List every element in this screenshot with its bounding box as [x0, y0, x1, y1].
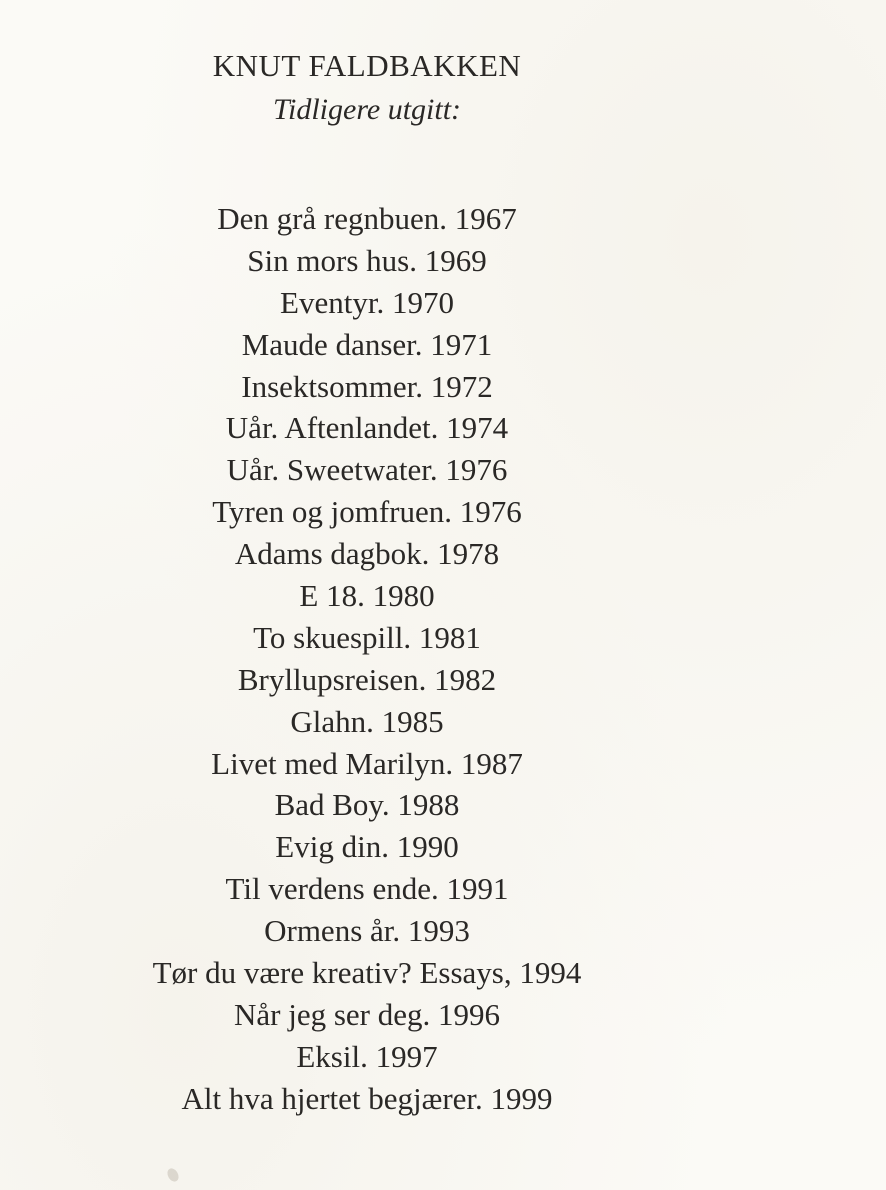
bibliography-list [0, 198, 734, 1120]
bibliography-item: Uår. Aftenlandet. 1974 [225, 410, 509, 446]
bibliography-item: Eventyr. 1970 [280, 284, 454, 320]
bibliography-item: Eksil. 1997 [296, 1038, 438, 1074]
bibliography-item: Når jeg ser deg. 1996 [234, 996, 500, 1032]
bibliography-item: Adams dagbok. 1978 [234, 536, 500, 572]
bibliography-item: Insektsommer. 1972 [241, 368, 493, 404]
previously-published-heading: Tidligere utgitt: [272, 93, 462, 126]
bibliography-item: Livet med Marilyn. 1987 [211, 745, 523, 781]
bibliography-item: Bryllupsreisen. 1982 [237, 661, 497, 697]
author-name: KNUT FALDBAKKEN [212, 48, 522, 83]
bibliography-item: Tør du være kreativ? Essays, 1994 [152, 955, 582, 991]
bibliography-item: Maude danser. 1971 [241, 326, 493, 362]
paper-smudge [165, 1166, 181, 1183]
bibliography-item: Den grå regnbuen. 1967 [217, 201, 517, 236]
bibliography-item: Tyren og jomfruen. 1976 [212, 494, 522, 530]
bibliography-item: Glahn. 1985 [290, 703, 444, 739]
bibliography-item: Alt hva hjertet begjærer. 1999 [181, 1080, 553, 1116]
bibliography-item: Ormens år. 1993 [264, 913, 470, 949]
bibliography-item: Uår. Sweetwater. 1976 [226, 452, 508, 488]
bibliography-item: Evig din. 1990 [275, 829, 459, 865]
bibliography-item: To skuespill. 1981 [253, 619, 481, 655]
bibliography-item: Bad Boy. 1988 [274, 787, 460, 823]
bibliography-item: Til verdens ende. 1991 [225, 871, 509, 907]
bibliography-item: E 18. 1980 [299, 578, 435, 614]
bibliography-item: Sin mors hus. 1969 [247, 242, 487, 278]
